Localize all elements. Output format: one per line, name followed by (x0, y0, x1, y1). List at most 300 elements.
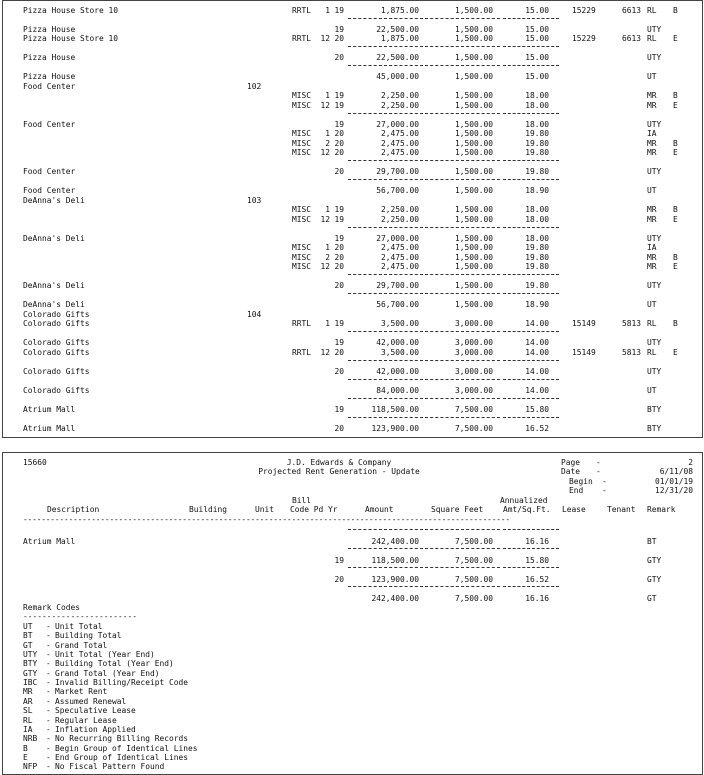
row-square-feet: 1,500.00 (454, 253, 493, 262)
row-remark: UTY (647, 167, 662, 176)
row-bill-code: RRTL (292, 6, 312, 15)
subtotal-rule (425, 331, 500, 332)
row-group-flag: E (673, 101, 678, 110)
row-amount: 2,475.00 (380, 139, 419, 148)
remark-code-sep: - (46, 659, 51, 669)
row-amt-sqft: 15.00 (525, 53, 549, 62)
row-amount: 45,000.00 (376, 72, 419, 81)
remark-codes-underline: ------------------------ (23, 612, 138, 621)
row-amt-sqft: 19.80 (525, 148, 549, 157)
row-amount: 2,475.00 (380, 262, 419, 271)
remark-code-description: Unit Total (Year End) (55, 650, 155, 660)
row-remark: MR (647, 215, 657, 224)
end-sep: - (602, 486, 607, 495)
subtotal-rule (503, 567, 559, 568)
row-description: Food Center (23, 82, 76, 91)
row-remark: IA (647, 243, 657, 252)
row-bill-code: MISC (292, 262, 312, 271)
row-square-feet: 7,500.00 (454, 556, 493, 565)
col-remark: Remark (647, 505, 676, 514)
row-bill-code: RRTL (292, 348, 312, 357)
row-amt-sqft: 14.00 (525, 367, 549, 376)
row-amt-sqft: 19.80 (525, 243, 549, 252)
row-amount: 2,250.00 (380, 91, 419, 100)
row-remark: BTY (647, 424, 662, 433)
subtotal-rule (503, 548, 559, 549)
row-period: 1 (325, 243, 330, 252)
remark-code: GTY (23, 668, 38, 678)
subtotal-rule (348, 18, 423, 19)
row-description: Colorado Gifts (23, 319, 90, 328)
row-year: 20 (334, 424, 344, 433)
row-period: 2 (325, 253, 330, 262)
end-date: 12/31/20 (654, 486, 693, 495)
begin-date: 01/01/19 (654, 477, 693, 486)
subtotal-rule (348, 586, 423, 587)
remark-code: E (23, 752, 28, 762)
row-amt-sqft: 19.80 (525, 139, 549, 148)
row-bill-code: MISC (292, 148, 312, 157)
row-bill-code: MISC (292, 101, 312, 110)
row-building: 103 (247, 196, 262, 205)
col-description: Description (47, 505, 100, 514)
row-amt-sqft: 16.52 (525, 424, 549, 433)
row-description: Pizza House (23, 72, 76, 81)
row-square-feet: 3,000.00 (454, 348, 493, 357)
remark-code: AR (23, 696, 33, 706)
row-amt-sqft: 15.00 (525, 34, 549, 43)
row-period: 12 (320, 262, 330, 271)
row-description: Atrium Mall (23, 537, 76, 546)
row-tenant: 5813 (621, 348, 641, 357)
row-remark: UTY (647, 338, 662, 347)
company-name: J.D. Edwards & Company (286, 458, 392, 467)
row-year: 19 (334, 205, 344, 214)
row-amount: 29,700.00 (376, 167, 419, 176)
subtotal-rule (503, 160, 559, 161)
page-sep: - (596, 458, 601, 467)
row-amt-sqft: 16.16 (525, 537, 549, 546)
row-amount: 27,000.00 (376, 120, 419, 129)
subtotal-rule (425, 586, 500, 587)
row-amount: 56,700.00 (376, 186, 419, 195)
subtotal-rule (503, 417, 559, 418)
row-square-feet: 1,500.00 (454, 148, 493, 157)
row-square-feet: 1,500.00 (454, 234, 493, 243)
row-year: 19 (334, 120, 344, 129)
row-amount: 22,500.00 (376, 25, 419, 34)
remark-code-sep: - (46, 715, 51, 725)
row-remark: MR (647, 91, 657, 100)
row-remark: MR (647, 253, 657, 262)
remark-code-description: Speculative Lease (55, 706, 136, 716)
subtotal-rule (425, 398, 500, 399)
row-period: 12 (320, 34, 330, 43)
row-group-flag: E (673, 348, 678, 357)
row-period: 1 (325, 205, 330, 214)
row-description: DeAnna's Deli (23, 300, 85, 309)
report-id: 15660 (23, 458, 47, 467)
subtotal-rule (425, 46, 500, 47)
header-underline: ----------------------------------------------------------------------------------------------------------- (23, 515, 510, 524)
row-square-feet: 7,500.00 (454, 594, 493, 603)
row-amt-sqft: 19.80 (525, 281, 549, 290)
subtotal-rule (425, 379, 500, 380)
row-group-flag: B (673, 91, 678, 100)
row-amt-sqft: 18.00 (525, 91, 549, 100)
row-square-feet: 1,500.00 (454, 281, 493, 290)
subtotal-rule (503, 179, 559, 180)
subtotal-rule (425, 293, 500, 294)
report-title: Projected Rent Generation - Update (258, 467, 420, 476)
subtotal-rule (348, 331, 423, 332)
row-description: Colorado Gifts (23, 348, 90, 357)
remark-code-description: Unit Total (55, 622, 103, 631)
remark-code: UTY (23, 650, 38, 660)
row-remark: IA (647, 129, 657, 138)
row-amount: 56,700.00 (376, 300, 419, 309)
row-square-feet: 7,500.00 (454, 424, 493, 433)
row-remark: GTY (647, 556, 662, 565)
row-square-feet: 7,500.00 (454, 405, 493, 414)
row-description: Pizza House Store 10 (23, 6, 119, 15)
row-remark: UT (647, 186, 657, 195)
row-bill-code: MISC (292, 253, 312, 262)
remark-code-sep: - (46, 640, 51, 650)
remark-code: BT (23, 631, 33, 641)
row-period: 12 (320, 148, 330, 157)
remark-code-description: Inflation Applied (55, 724, 136, 734)
row-amount: 27,000.00 (376, 234, 419, 243)
col-tenant: Tenant (607, 505, 636, 514)
subtotal-rule (425, 179, 500, 180)
row-year: 19 (334, 6, 344, 15)
remark-code: IA (23, 724, 33, 734)
remark-code: SL (23, 706, 33, 716)
remark-codes-title: Remark Codes (23, 603, 81, 612)
remark-code-sep: - (46, 696, 51, 706)
row-description: Atrium Mall (23, 424, 76, 433)
row-square-feet: 3,000.00 (454, 367, 493, 376)
row-amt-sqft: 18.00 (525, 215, 549, 224)
report-page-summary (2, 452, 703, 775)
row-amount: 22,500.00 (376, 53, 419, 62)
row-building: 102 (247, 82, 262, 91)
row-remark: RL (647, 34, 657, 43)
row-period: 12 (320, 101, 330, 110)
row-year: 19 (334, 405, 344, 414)
row-amount: 2,250.00 (380, 101, 419, 110)
end-label: End (569, 486, 584, 495)
remark-code-description: Invalid Billing/Receipt Code (55, 678, 189, 688)
row-square-feet: 1,500.00 (454, 120, 493, 129)
row-remark: UT (647, 300, 657, 309)
row-description: Colorado Gifts (23, 386, 90, 395)
row-square-feet: 1,500.00 (454, 167, 493, 176)
col-bill: Bill (292, 496, 312, 505)
row-tenant: 5813 (621, 319, 641, 328)
subtotal-rule (503, 18, 559, 19)
row-bill-code: MISC (292, 129, 312, 138)
row-amount: 242,400.00 (371, 594, 419, 603)
row-remark: GTY (647, 575, 662, 584)
subtotal-rule (348, 398, 423, 399)
remark-code-sep: - (46, 752, 51, 762)
row-amt-sqft: 15.80 (525, 405, 549, 414)
subtotal-rule (503, 360, 559, 361)
remark-code-sep: - (46, 622, 51, 631)
remark-code-description: Grand Total (55, 640, 108, 650)
col-amount: Amount (365, 505, 394, 514)
row-remark: MR (647, 139, 657, 148)
row-period: 1 (325, 129, 330, 138)
row-remark: UTY (647, 120, 662, 129)
remark-code-sep: - (46, 668, 51, 678)
row-remark: UTY (647, 25, 662, 34)
row-bill-code: RRTL (292, 319, 312, 328)
row-bill-code: RRTL (292, 34, 312, 43)
row-period: 12 (320, 348, 330, 357)
row-amount: 123,900.00 (371, 575, 419, 584)
remark-code-sep: - (46, 734, 51, 744)
subtotal-rule (425, 548, 500, 549)
subtotal-rule (425, 160, 500, 161)
remark-code-description: Assumed Renewal (55, 696, 127, 706)
row-amount: 84,000.00 (376, 386, 419, 395)
subtotal-rule (425, 18, 500, 19)
subtotal-rule (425, 113, 500, 114)
begin-sep: - (602, 477, 607, 486)
row-square-feet: 7,500.00 (454, 537, 493, 546)
row-amount: 2,475.00 (380, 253, 419, 262)
row-year: 20 (334, 243, 344, 252)
remark-code: UT (23, 622, 33, 631)
remark-code: NFP (23, 762, 38, 772)
row-amt-sqft: 18.00 (525, 205, 549, 214)
row-amt-sqft: 15.00 (525, 6, 549, 15)
row-square-feet: 1,500.00 (454, 300, 493, 309)
row-amount: 3,500.00 (380, 319, 419, 328)
row-year: 19 (334, 338, 344, 347)
page-label: Page (561, 458, 581, 467)
row-description: Pizza House (23, 25, 76, 34)
row-remark: MR (647, 205, 657, 214)
subtotal-rule (348, 379, 423, 380)
remark-code: B (23, 743, 28, 753)
subtotal-rule (348, 567, 423, 568)
row-amount: 242,400.00 (371, 537, 419, 546)
row-square-feet: 7,500.00 (454, 575, 493, 584)
row-amt-sqft: 19.80 (525, 262, 549, 271)
remark-code-description: Begin Group of Identical Lines (55, 743, 198, 753)
remark-code-sep: - (46, 743, 51, 753)
row-amount: 2,475.00 (380, 148, 419, 157)
row-description: Colorado Gifts (23, 367, 90, 376)
date-label: Date (561, 467, 581, 476)
row-amount: 2,250.00 (380, 215, 419, 224)
subtotal-rule (425, 417, 500, 418)
row-square-feet: 1,500.00 (454, 53, 493, 62)
row-square-feet: 3,000.00 (454, 319, 493, 328)
row-amount: 1,875.00 (380, 34, 419, 43)
remark-code-sep: - (46, 762, 51, 772)
row-amt-sqft: 19.80 (525, 253, 549, 262)
subtotal-rule (503, 398, 559, 399)
subtotal-rule (348, 46, 423, 47)
col-unit: Unit (255, 505, 275, 514)
row-group-flag: B (673, 205, 678, 214)
remark-code-description: Building Total (55, 631, 122, 641)
row-remark: GT (647, 594, 657, 603)
remark-code: NRB (23, 734, 38, 744)
row-square-feet: 1,500.00 (454, 186, 493, 195)
row-square-feet: 1,500.00 (454, 215, 493, 224)
row-square-feet: 1,500.00 (454, 6, 493, 15)
subtotal-rule (425, 529, 500, 530)
row-remark: MR (647, 262, 657, 271)
row-remark: RL (647, 6, 657, 15)
row-amt-sqft: 14.00 (525, 319, 549, 328)
row-amount: 118,500.00 (371, 405, 419, 414)
subtotal-rule (503, 113, 559, 114)
row-description: Pizza House (23, 53, 76, 62)
row-year: 20 (334, 367, 344, 376)
row-period: 1 (325, 6, 330, 15)
row-year: 20 (334, 139, 344, 148)
col-square-feet: Square Feet (431, 505, 484, 514)
col-code-pd-yr: Code Pd Yr (290, 505, 338, 514)
row-building: 104 (247, 310, 262, 319)
row-square-feet: 1,500.00 (454, 139, 493, 148)
col-lease: Lease (562, 505, 586, 514)
row-year: 20 (334, 53, 344, 62)
subtotal-rule (503, 46, 559, 47)
subtotal-rule (503, 274, 559, 275)
row-amount: 2,475.00 (380, 129, 419, 138)
row-amount: 2,475.00 (380, 243, 419, 252)
subtotal-rule (425, 65, 500, 66)
subtotal-rule (348, 227, 423, 228)
row-square-feet: 1,500.00 (454, 243, 493, 252)
row-tenant: 6613 (621, 34, 641, 43)
subtotal-rule (348, 529, 423, 530)
date-sep: - (596, 467, 601, 476)
row-group-flag: E (673, 148, 678, 157)
row-amount: 29,700.00 (376, 281, 419, 290)
row-description: Colorado Gifts (23, 338, 90, 347)
row-period: 2 (325, 139, 330, 148)
remark-code-description: No Fiscal Pattern Found (55, 762, 165, 772)
row-year: 19 (334, 319, 344, 328)
row-remark: UTY (647, 234, 662, 243)
row-description: DeAnna's Deli (23, 196, 85, 205)
remark-code: IBC (23, 678, 38, 688)
row-amt-sqft: 19.80 (525, 167, 549, 176)
row-lease: 15229 (572, 34, 596, 43)
row-year: 19 (334, 556, 344, 565)
subtotal-rule (425, 227, 500, 228)
subtotal-rule (348, 179, 423, 180)
row-description: Pizza House Store 10 (23, 34, 119, 43)
row-description: DeAnna's Deli (23, 234, 85, 243)
remark-code-sep: - (46, 650, 51, 660)
subtotal-rule (503, 379, 559, 380)
row-period: 1 (325, 91, 330, 100)
remark-code-description: Market Rent (55, 687, 108, 697)
row-tenant: 6613 (621, 6, 641, 15)
row-year: 19 (334, 91, 344, 100)
col-amt-sqft: Amt/Sq.Ft. (503, 505, 551, 514)
row-year: 20 (334, 253, 344, 262)
row-square-feet: 3,000.00 (454, 386, 493, 395)
row-description: Food Center (23, 167, 76, 176)
row-amt-sqft: 18.90 (525, 186, 549, 195)
remark-code-description: Building Total (Year End) (55, 659, 174, 669)
row-period: 12 (320, 215, 330, 224)
subtotal-rule (425, 274, 500, 275)
row-description: Colorado Gifts (23, 310, 90, 319)
date-value: 6/11/08 (659, 467, 693, 476)
subtotal-rule (348, 360, 423, 361)
subtotal-rule (503, 529, 559, 530)
row-amt-sqft: 14.00 (525, 338, 549, 347)
row-amount: 42,000.00 (376, 338, 419, 347)
row-amt-sqft: 18.00 (525, 101, 549, 110)
remark-code: BTY (23, 659, 38, 669)
remark-code: RL (23, 715, 33, 725)
row-group-flag: E (673, 215, 678, 224)
row-year: 19 (334, 215, 344, 224)
subtotal-rule (348, 274, 423, 275)
row-square-feet: 1,500.00 (454, 91, 493, 100)
row-bill-code: MISC (292, 139, 312, 148)
subtotal-rule (348, 548, 423, 549)
row-square-feet: 1,500.00 (454, 205, 493, 214)
row-amount: 3,500.00 (380, 348, 419, 357)
subtotal-rule (503, 586, 559, 587)
row-remark: RL (647, 348, 657, 357)
row-amount: 2,250.00 (380, 205, 419, 214)
row-square-feet: 1,500.00 (454, 101, 493, 110)
row-description: Atrium Mall (23, 405, 76, 414)
subtotal-rule (348, 293, 423, 294)
remark-code-description: End Group of Identical Lines (55, 752, 189, 762)
row-square-feet: 1,500.00 (454, 72, 493, 81)
row-year: 20 (334, 34, 344, 43)
report-page-continued (2, 0, 703, 438)
row-amt-sqft: 16.52 (525, 575, 549, 584)
subtotal-rule (348, 113, 423, 114)
row-description: Food Center (23, 186, 76, 195)
subtotal-rule (348, 417, 423, 418)
row-remark: UT (647, 386, 657, 395)
remark-code: MR (23, 687, 33, 697)
row-bill-code: MISC (292, 215, 312, 224)
remark-code-sep: - (46, 724, 51, 734)
subtotal-rule (425, 567, 500, 568)
remark-code: GT (23, 640, 33, 650)
subtotal-rule (425, 360, 500, 361)
row-amount: 42,000.00 (376, 367, 419, 376)
row-group-flag: E (673, 34, 678, 43)
row-remark: UTY (647, 53, 662, 62)
row-year: 19 (334, 101, 344, 110)
remark-code-sep: - (46, 678, 51, 688)
row-remark: MR (647, 101, 657, 110)
remark-code-description: Regular Lease (55, 715, 117, 725)
row-year: 20 (334, 262, 344, 271)
row-amt-sqft: 16.16 (525, 594, 549, 603)
